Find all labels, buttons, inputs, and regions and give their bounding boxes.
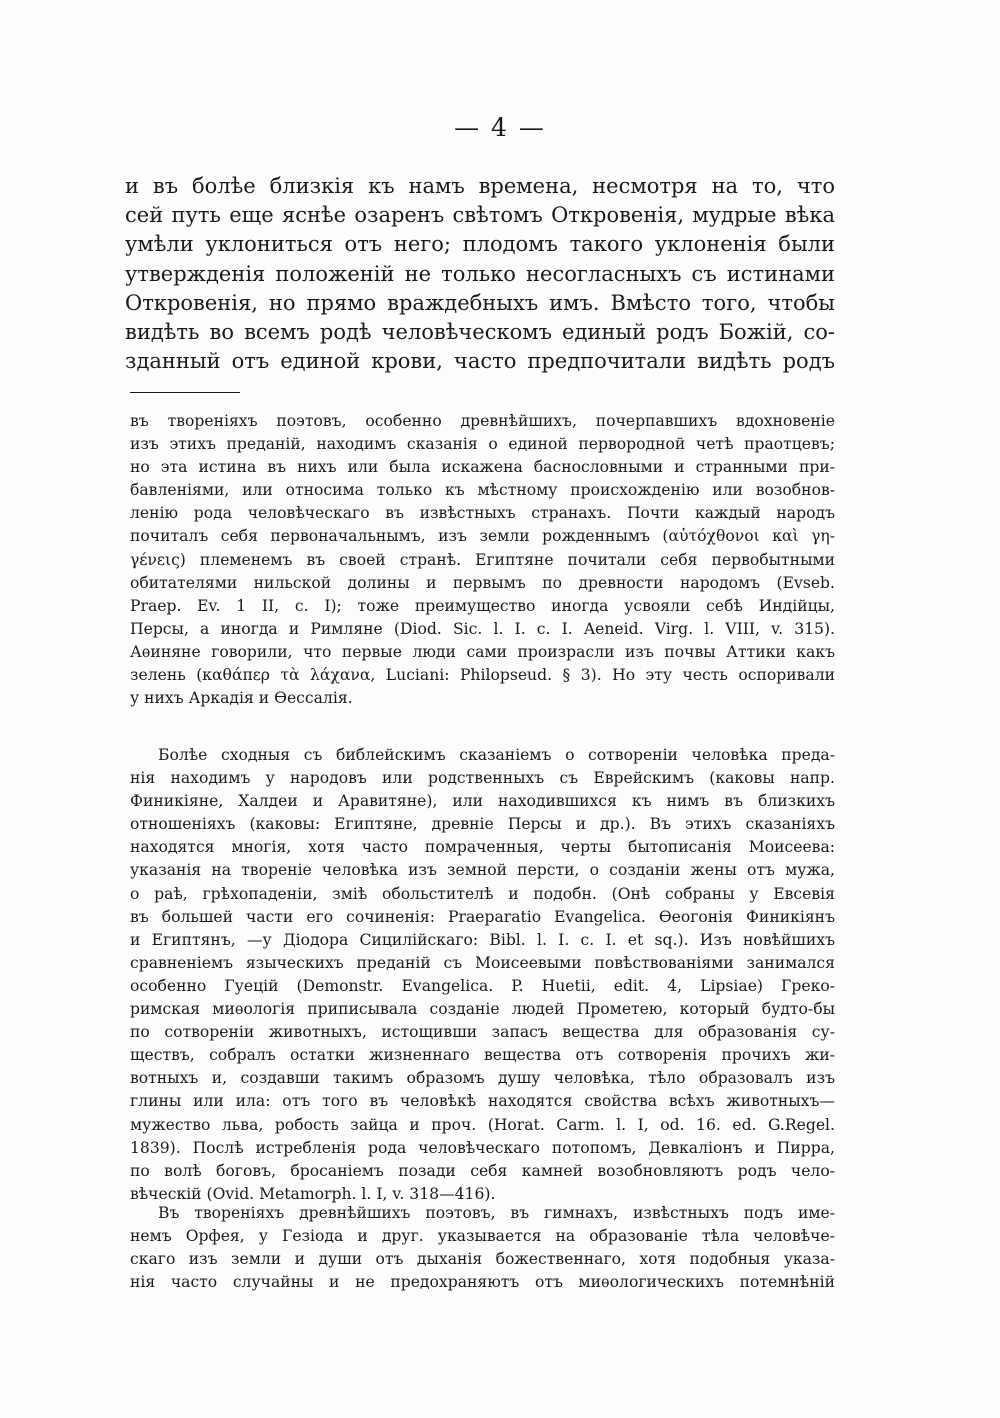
footnote-line: о раѣ, грѣхопаденіи, зміѣ обольстителѣ и подобн. (Онѣ собраны у Евсевія — [130, 884, 835, 903]
main-text — [125, 172, 835, 376]
footnote-line: отношеніяхъ (каковы: Египтяне, древніе Персы и др.). Въ этихъ сказаніяхъ — [130, 815, 835, 834]
footnote-line: сравненіемъ языческихъ преданій съ Моисеевыми повѣствованіями занимался — [130, 953, 835, 972]
page-number: — 4 — — [454, 113, 546, 142]
footnote-line: Болѣе сходныя съ библейскимъ сказаніемъ о сотвореніи человѣка преда- — [158, 746, 835, 764]
footnote-line: у нихъ Аркадія и Ѳессалія. — [130, 689, 353, 708]
main-text-line: утвержденія положеній не только несогласныхъ съ истинами — [125, 261, 835, 286]
footnote-line: Въ твореніяхъ древнѣйшихъ поэтовъ, въ гимнахъ, извѣстныхъ подъ име- — [158, 1204, 835, 1222]
footnote-line: немъ Орфея, у Гезіода и друг. указывается на образованіе тѣла человѣче- — [130, 1227, 835, 1246]
footnote-line: по волѣ боговъ, бросаніемъ позади себя камней возобновляютъ родъ чело- — [130, 1161, 835, 1180]
footnote-line: глины или ила: отъ того въ человѣкѣ находятся свойства всѣхъ животныхъ— — [130, 1092, 835, 1111]
footnote-paragraph-3 — [130, 1202, 835, 1294]
footnote-line: по сотвореніи животныхъ, истощивши запасъ вещества для образованія су- — [130, 1023, 835, 1042]
footnote-line: 1839). Послѣ истребленія рода человѣческаго потопомъ, Девкаліонъ и Пирра, — [130, 1138, 835, 1157]
footnote-line: нія часто случайны и не предохраняютъ отъ миѳологическихъ потемнѣній — [130, 1273, 835, 1292]
footnote-line: Финикіяне, Халдеи и Аравитяне), или находившихся къ нимъ въ близкихъ — [130, 792, 835, 811]
footnote-line: зелень (καθάπερ τὰ λάχανα, Luciani: Philopseud. § 3). Но эту честь оспоривали — [130, 666, 835, 685]
footnote-line: бавленіями, или относима только къ мѣстному происхожденію или возобнов- — [130, 481, 835, 500]
footnote-line: Аѳиняне говорили, что первые люди сами произрасли изъ почвы Аттики какъ — [130, 642, 835, 661]
footnote-line: скаго изъ земли и души отъ дыханія божественнаго, хотя подобныя указа- — [130, 1250, 835, 1269]
main-text-line: зданный отъ единой крови, часто предпочитали видѣть родъ — [125, 349, 835, 374]
main-text-line: видѣть во всемъ родѣ человѣческомъ единый родъ Божій, со- — [125, 320, 835, 345]
footnote-paragraph-2 — [130, 744, 835, 1206]
main-text-line: сей путь еще яснѣе озаренъ свѣтомъ Откровенія, мудрые вѣка — [125, 203, 835, 228]
footnote-line: Praep. Ev. 1 II, c. I); тоже преимущество иногда усвояли себѣ Индійцы, — [130, 596, 835, 615]
footnote-line: вотныхъ и, создавши такимъ образомъ душу человѣка, тѣло образовалъ изъ — [130, 1069, 835, 1088]
footnote-line: римская миѳологія приписывала созданіе людей Прометею, который будто-бы — [130, 1000, 835, 1019]
footnote-line: находятся многія, хотя часто помраченныя, черты бытописанія Моисеева: — [130, 838, 835, 857]
footnote-line: но эта истина въ нихъ или была искажена баснословными и странными при- — [130, 458, 835, 477]
main-text-line: умѣли уклониться отъ него; плодомъ такого уклоненія были — [125, 232, 835, 257]
footnote-line: мужество льва, робость зайца и проч. (Horat. Carm. l. I, od. 16. ed. G.Regel. — [130, 1115, 835, 1134]
footnote-line: почиталъ себя первоначальнымъ, изъ земли рожденнымъ (αὐτόχθονοι καὶ γη- — [130, 527, 835, 546]
footnote-line: изъ этихъ преданій, находимъ сказанія о единой первородной четѣ праотцевъ; — [130, 435, 835, 454]
footnote-separator — [130, 392, 240, 393]
main-text-line: Откровенія, но прямо враждебныхъ имъ. Вмѣсто того, чтобы — [125, 290, 835, 315]
main-text-line: и въ болѣе близкія къ намъ времена, несмотря на то, что — [125, 174, 835, 198]
footnote-line: обитателями нильской долины и первымъ по древности народомъ (Evseb. — [130, 573, 835, 592]
footnote-line: ленію рода человѣческаго въ извѣстныхъ странахъ. Почти каждый народъ — [130, 504, 835, 523]
footnote-line: вѣческій (Ovid. Metamorph. l. I, v. 318—416). — [130, 1184, 496, 1203]
footnote-line: Персы, а иногда и Римляне (Diod. Sic. l. I. c. I. Aeneid. Virg. l. VIII, v. 315). — [130, 619, 835, 638]
footnote-line: въ большей части его сочиненія: Praeparatio Evangelica. Ѳеогонія Финикіянъ — [130, 907, 835, 926]
footnote-line: особенно Гуецій (Demonstr. Evangelica. P. Huetii, edit. 4, Lipsiae) Греко- — [130, 976, 835, 995]
footnote-line: въ твореніяхъ поэтовъ, особенно древнѣйшихъ, почерпавшихъ вдохновеніе — [130, 412, 835, 430]
footnote-paragraph-1 — [130, 410, 835, 710]
footnote-line: ществъ, собралъ остатки жизненнаго вещества отъ сотворенія прочихъ жи- — [130, 1046, 835, 1065]
footnote-line: и Египтянъ, —у Діодора Сицилійскаго: Bibl. l. I. c. I. et sq.). Изъ новѣйшихъ — [130, 930, 835, 949]
footnote-line: указанія на твореніе человѣка изъ земной персти, о созданіи жены отъ мужа, — [130, 861, 835, 880]
footnote-line: нія находимъ у народовъ или родственныхъ съ Еврейскимъ (каковы напр. — [130, 769, 835, 788]
footnote-line: γένεις) племенемъ въ своей странѣ. Египтяне почитали себя первобытными — [130, 550, 835, 569]
